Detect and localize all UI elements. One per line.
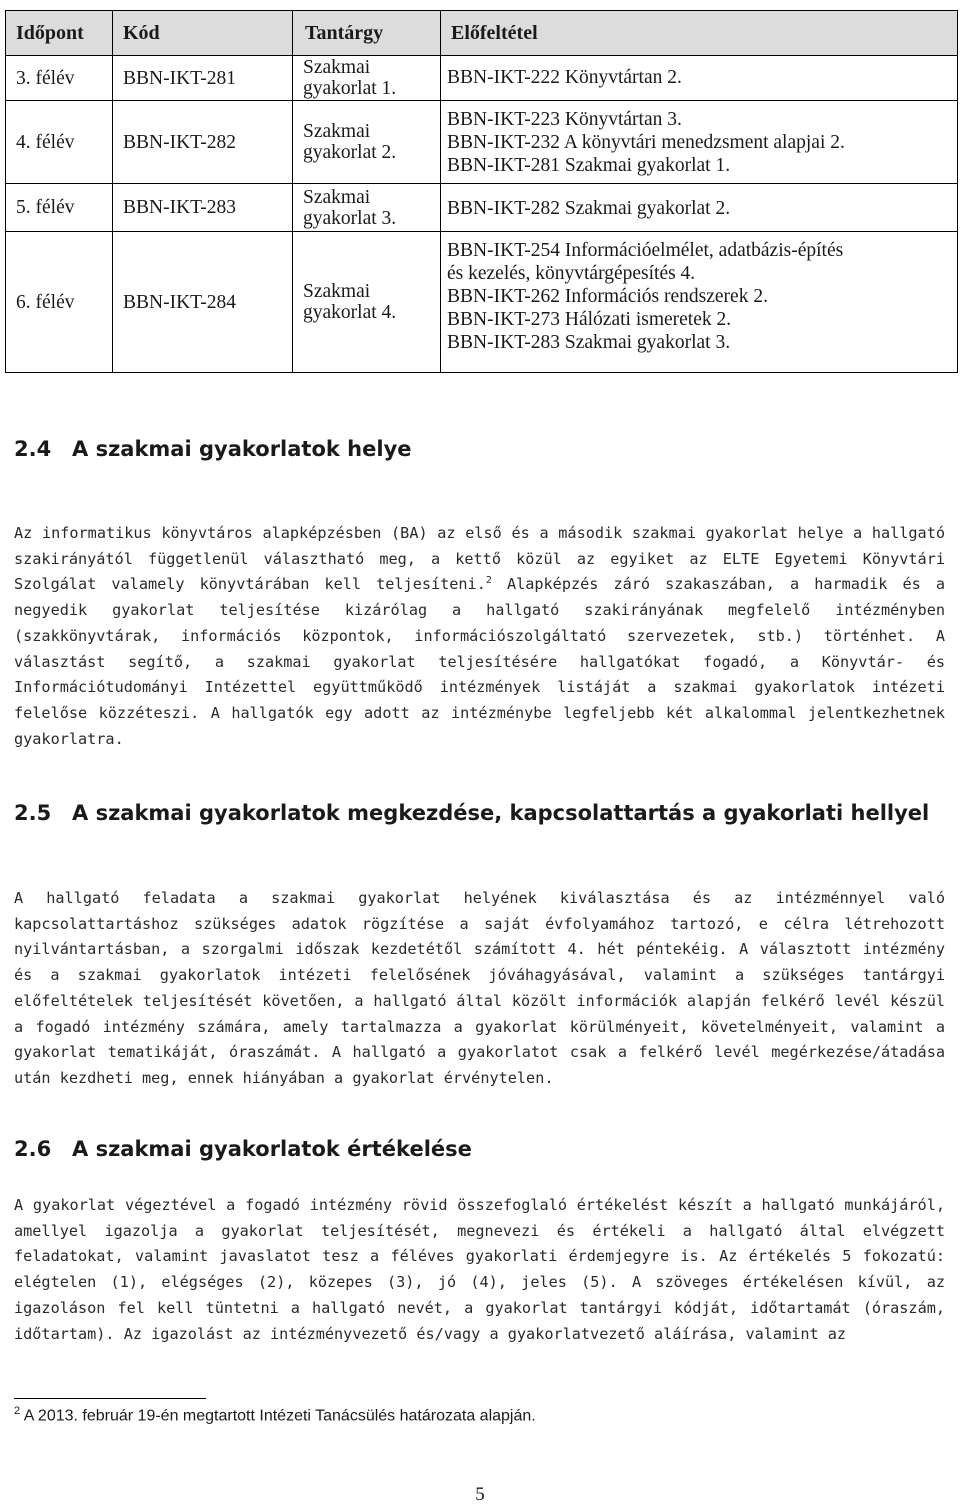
table-row [6, 232, 958, 373]
table-header-row [6, 11, 958, 56]
column-header: Időpont [6, 11, 113, 56]
semester-cell: 5. félév [6, 184, 113, 232]
prerequisite-line: BBN-IKT-223 Könyvtártan 3. [447, 109, 682, 130]
code-cell: BBN-IKT-283 [113, 184, 293, 232]
footnote-reference[interactable]: 2 [485, 575, 492, 587]
semester-cell: 3. félév [6, 56, 113, 101]
semester-cell: 4. félév [6, 101, 113, 184]
prerequisite-line: BBN-IKT-281 Szakmai gyakorlat 1. [447, 155, 731, 176]
column-header: Tantárgy [293, 11, 441, 56]
code-cell: BBN-IKT-282 [113, 101, 293, 184]
table-row [6, 56, 958, 101]
prerequisite-line: BBN-IKT-273 Hálózati ismeretek 2. [447, 309, 732, 330]
subject-cell: Szakmai gyakorlat 2. [293, 101, 441, 184]
code-cell: BBN-IKT-284 [113, 232, 293, 373]
section-title: A szakmai gyakorlatok helye [72, 437, 412, 461]
prerequisite-line: BBN-IKT-282 Szakmai gyakorlat 2. [447, 198, 731, 219]
semester-cell: 6. félév [6, 232, 113, 373]
section-number: 2.6 [14, 1137, 52, 1161]
footnote-text: A 2013. február 19-én megtartott Intézeti Tanácsülés határozata alapján. [23, 1407, 536, 1425]
paragraph-text: Az informatikus könyvtáros alapképzésben (BA) az első és a második szakmai gyakorlat helye a hallgató szakirányától függetlenül választható meg, a kettő közül az egyiket az ELTE Egyetemi Könyvtári Szolgálat valamely könyvtárában kell teljesíteni. [14, 524, 945, 594]
page-number: 5 [475, 1484, 485, 1505]
column-header: Előfeltétel [441, 11, 958, 56]
body-paragraph [14, 521, 945, 752]
table-row [6, 184, 958, 232]
section-number: 2.5 [14, 801, 52, 825]
body-paragraph: A hallgató feladata a szakmai gyakorlat helyének kiválasztása és az intézménnyel való kapcsolattartáshoz szükséges adatok rögzítése a saját évfolyamához tartozó, e célra létrehozott nyilvántartásban, a szorgalmi időszak kezdetétől számított 4. hét péntekéig. A választott intézmény és a szakmai gyakorlatok intézeti felelősének jóváhagyásával, valamint a szükséges tantárgyi előfeltételek teljesítését követően, a hallgató által közölt információk alapján felkérő levél készül a fogadó intézmény számára, amely tartalmazza a gyakorlat körülményeit, követelményeit, valamint a gyakorlat tematikáját, óraszámát. A hallgató a gyakorlatot csak a felkérő levél megérkezése/átadása után kezdheti meg, ennek hiányában a gyakorlat érvénytelen. [14, 889, 945, 1087]
table-row [6, 101, 958, 184]
prerequisite-line: BBN-IKT-254 Információelmélet, adatbázis-építés [447, 240, 844, 261]
subject-cell: Szakmai gyakorlat 3. [293, 184, 441, 232]
section-heading [14, 437, 412, 461]
prerequisite-cell [441, 101, 958, 184]
footnote-marker: 2 [14, 1405, 21, 1417]
prerequisite-cell [441, 232, 958, 373]
prerequisite-line: BBN-IKT-222 Könyvtártan 2. [447, 67, 682, 88]
body-paragraph: A gyakorlat végeztével a fogadó intézmény rövid összefoglaló értékelést készít a hallgató munkájáról, amellyel igazolja a gyakorlat teljesítését, megnevezi és értékeli a hallgató által elvégzett feladatokat, valamint javaslatot tesz a féléves gyakorlati érdemjegyre is. Az értékelés 5 fokozatú: elégtelen (1), elégséges (2), közepes (3), jó (4), jeles (5). A szöveges értékelésen kívül, az igazoláson fel kell tüntetni a hallgató nevét, a gyakorlat tantárgyi kódját, időtartamát (óraszám, időtartam). Az igazolást az intézményvezető és/vagy a gyakorlatvezető aláírása, valamint az [14, 1196, 945, 1343]
prerequisite-line: BBN-IKT-232 A könyvtári menedzsment alapjai 2. [447, 132, 845, 153]
section-number: 2.4 [14, 437, 52, 461]
footnote [14, 1405, 536, 1425]
prerequisite-cell [441, 56, 958, 101]
prerequisite-line: és kezelés, könyvtárgépesítés 4. [447, 263, 696, 284]
prerequisite-cell [441, 184, 958, 232]
prerequisite-line: BBN-IKT-262 Információs rendszerek 2. [447, 286, 768, 307]
code-cell: BBN-IKT-281 [113, 56, 293, 101]
paragraph-text: Alapképzés záró szakaszában, a harmadik és a negyedik gyakorlat teljesítése kizárólag a hallgató szakirányának megfelelő intézményben (szakkönyvtárak, információs központok, információszolgáltató szervezetek, stb.) történhet. A választást segítő, a szakmai gyakorlat teljesítésére hallgatókat fogadó, a Könyvtár- és Információtudományi Intézettel együttműködő intézmények listáját a szakmai gyakorlatok intézeti felelőse közzéteszi. A hallgatók egy adott az intézménybe legfeljebb két alkalommal jelentkezhetnek gyakorlatra. [14, 575, 945, 748]
section-title: A szakmai gyakorlatok megkezdése, kapcsolattartás a gyakorlati hellyel [72, 801, 930, 825]
subject-cell: Szakmai gyakorlat 4. [293, 232, 441, 373]
footnote-rule [14, 1398, 206, 1399]
section-title: A szakmai gyakorlatok értékelése [72, 1137, 472, 1161]
column-header: Kód [113, 11, 293, 56]
prerequisite-line: BBN-IKT-283 Szakmai gyakorlat 3. [447, 332, 731, 353]
prerequisite-table [5, 10, 958, 373]
section-heading [14, 1137, 472, 1161]
section-heading [14, 801, 929, 825]
subject-cell: Szakmai gyakorlat 1. [293, 56, 441, 101]
